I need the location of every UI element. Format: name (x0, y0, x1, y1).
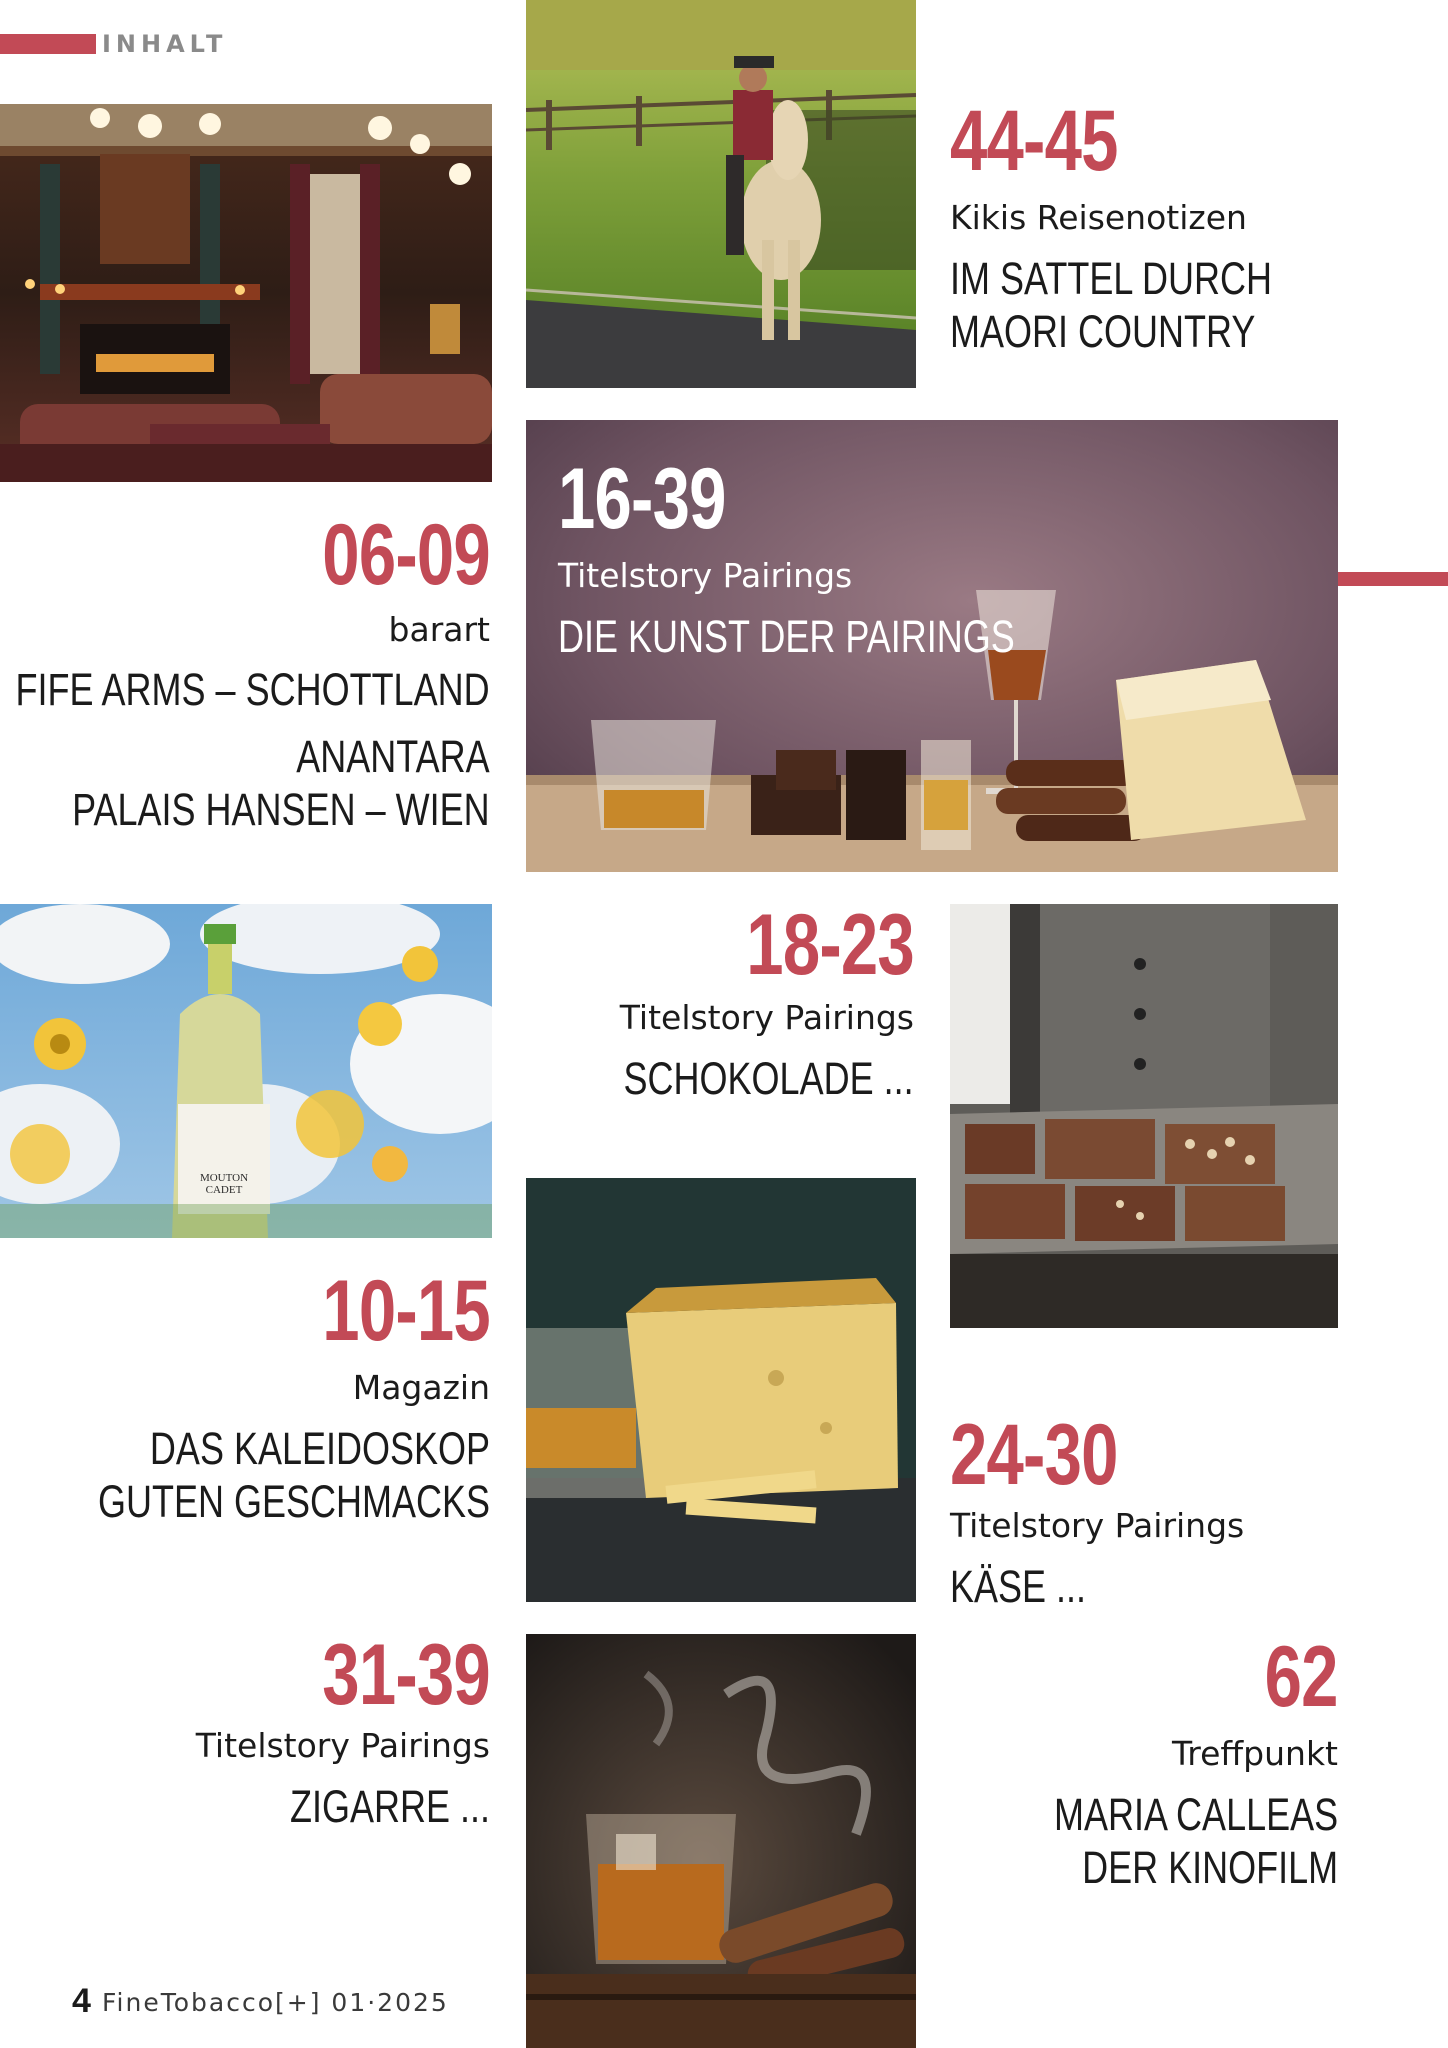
horse-rider-photo[interactable] (526, 0, 916, 388)
header-accent-bar (0, 34, 96, 54)
entry-62-pages[interactable]: 62 (1264, 1629, 1338, 1725)
fife-arms-lounge-photo[interactable] (0, 104, 492, 482)
headline-line: DAS KALEIDOSKOP (149, 1423, 490, 1474)
headline-line: SCHOKOLADE ... (623, 1053, 914, 1104)
side-accent-bar (1338, 572, 1448, 586)
entry-18-23-pages[interactable]: 18-23 (746, 897, 914, 993)
entry-headline (98, 1422, 490, 1528)
entry-category: Treffpunkt (1171, 1734, 1338, 1773)
section-label: INHALT (102, 30, 228, 58)
headline-line: DER KINOFILM (1081, 1842, 1338, 1894)
entry-category: Kikis Reisenotizen (950, 198, 1247, 237)
entry-06-09[interactable] (275, 507, 490, 603)
headline-line: GUTEN GESCHMACKS (97, 1476, 490, 1528)
headline-line: ZIGARRE ... (289, 1781, 490, 1832)
headline-line: MAORI COUNTRY (950, 306, 1256, 358)
entry-category: barart (388, 610, 490, 649)
entry-16-39-pages[interactable]: 16-39 (558, 451, 726, 547)
headline-line: IM SATTEL DURCH (950, 253, 1273, 304)
entry-10-15-pages[interactable]: 10-15 (322, 1263, 490, 1359)
entry-headline (16, 663, 490, 836)
entry-pages: 06-09 (322, 507, 490, 603)
entry-category: Titelstory Pairings (195, 1726, 490, 1765)
entry-headline (558, 610, 1015, 663)
headline-line: KÄSE ... (950, 1561, 1087, 1612)
entry-headline (950, 252, 1272, 358)
cheese-and-whisky-photo[interactable] (526, 1178, 916, 1602)
page-number: 4 (72, 1982, 91, 2020)
entry-category: Magazin (352, 1368, 490, 1407)
wine-bottle-label: MOUTON CADET (199, 1172, 249, 1196)
headline-line: DIE KUNST DER PAIRINGS (558, 611, 1015, 662)
entry-headline (290, 1780, 490, 1833)
white-wine-bottle-flowers-photo[interactable] (0, 904, 492, 1238)
entry-category: Titelstory Pairings (558, 556, 853, 595)
headline-line: MARIA CALLEAS (1053, 1789, 1338, 1840)
entry-headline (624, 1052, 914, 1105)
entry-headline (1054, 1788, 1338, 1894)
magazine-issue: FineTobacco[+] 01·2025 (102, 1988, 449, 2017)
entry-31-39-pages[interactable]: 31-39 (322, 1627, 490, 1723)
entry-44-45-pages[interactable]: 44-45 (950, 93, 1118, 189)
headline-line: FIFE ARMS – SCHOTTLAND (15, 664, 490, 715)
headline-line: PALAIS HANSEN – WIEN (72, 784, 490, 836)
headline-line: ANANTARA (296, 731, 490, 783)
entry-24-30-pages[interactable]: 24-30 (950, 1407, 1118, 1503)
chocolate-tray-photo[interactable] (950, 904, 1338, 1328)
entry-category: Titelstory Pairings (619, 998, 914, 1037)
entry-headline (950, 1560, 1086, 1613)
whisky-and-cigar-photo[interactable] (526, 1634, 916, 2048)
entry-category: Titelstory Pairings (950, 1506, 1245, 1545)
